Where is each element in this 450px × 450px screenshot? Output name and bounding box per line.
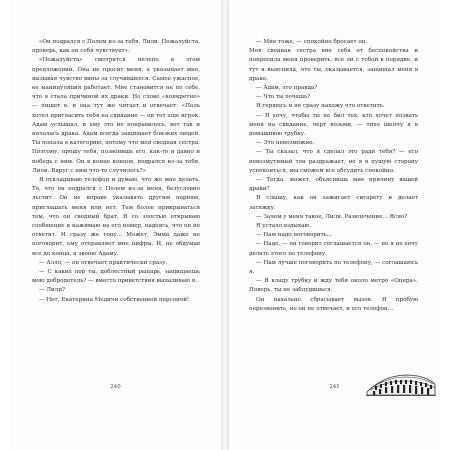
paragraph: — Это невозможно. (256, 140, 315, 147)
paragraph: — Я хочу, чтобы ты не бил тех, кто хочет позвать меня на свидание, черт возьми, — тихо шепчу я в домашнюю трубку. (249, 112, 418, 138)
paragraph: — Тогда, может, объяснишь мне причину вашей драки? (249, 177, 418, 193)
colosseum-illustration (365, 368, 437, 398)
paragraph: — Нет, Екатерина Медичи собственной персоной! (39, 296, 190, 303)
paragraph: Я устало вздыхаю. (256, 223, 312, 230)
paragraph: — Ты сказал, что я сделал это ради тебя? — его невозмутимый тон раздражает, но я в пущую сторону успокоиться, мы сможем все обсудить спокойно. (249, 149, 418, 174)
page-number-right: 241 (329, 384, 340, 390)
paragraph: «Пожалуйста» смотрится нелепо в этом предложении. Она не просит меня, а указывает мне, вызывая чувство вины за случившееся. Самое ужасное, ее манипуляция работает. Мне становится не по себе, что я стала причиной их драки. Но слово «конкретно» — пишет в, и она тут же читает и отвечает: «Поль хотел пригласить тебя на свидание — он тот еще игрок. Адам услышал, и ему это не понравилось, вот так и началась драка. Адам всегда защищает близких людей. Ты попала в категорию, потому что моя сводная сестра. Поэтому, прошу тебя, позвонишь его, как-то и давно и победь с ним. Он в конце концов, подрался из-за тебя, Лили. Вдруг с ним что-то случилось?» (32, 57, 200, 174)
paragraph: — Адам, это правда? (256, 85, 318, 92)
right-page-text (249, 38, 418, 314)
book-gutter (221, 0, 229, 450)
paragraph: — Что ты хочешь? (256, 94, 311, 101)
paragraph: Я откладываю телефон и думаю, что же мне делать. То, что он подрался с Полем из-за меня, безусловно льстит. Он не вправе указывать другим парням, приглашать меня или нет. Тем более прикрываться тем, что он сводный брат. Я со злостью открываю сообщение и нажимаю на его номер, надеясь, что он не ответит. И сразу же тону... Может, Эмма даже не поговорит, ему отправляет мне цифры. И, не обдумав все до конца, я звоню Адаму. (32, 177, 200, 257)
paragraph: — Лили? (39, 287, 66, 294)
paragraph: Я теряюсь и не сразу нахожу что ответить. (256, 103, 385, 110)
paragraph: — Я кладу трубку и жду тебя около метро «Опера». Поверь, ты не заблудишься. (249, 278, 418, 294)
page-number-left: 240 (110, 384, 121, 390)
paragraph: «Он подрался с Полем из-за тебя, Лили. Пожалуйста, проверь, как он себя чувствует». (32, 39, 200, 55)
paragraph: Он нахально сбрасывает вызов. Я пробую перезвонить, но он не отвечает, и его телефон... (249, 296, 418, 312)
paragraph: — С каких пор ты, доблестный рыцарь, защищаешь мою добродетель? — вместо приветствия выпаливаю я. (32, 269, 200, 285)
paragraph: Я слышу, как он зажигает сигарету и делает затяжку. (249, 195, 418, 211)
paragraph: — Нам надо поговорить... (256, 232, 333, 239)
paragraph: — Алло, — он отвечает практически сразу. (39, 259, 168, 266)
paragraph: — Нам лучше поговорить по телефону, — соглашаюсь я. (249, 259, 418, 276)
paragraph: — Мне тоже, — спокойно бросает он. (256, 39, 368, 45)
paragraph: — Надо, — он говорит соглашается он, — но я не хочу делать этого по телефону. (249, 241, 418, 257)
left-page (10, 0, 221, 450)
paragraph: — Зачем у меня такое, Лили. Развлечение... Ясно? (256, 213, 408, 220)
paragraph: Моя сводная сестра вне себя от беспокойства и попросила меня проверить, все ли с тобой в порядке, и тут я выяснила, что ты, оказывается, защищал меня в драке. (249, 48, 418, 82)
left-page-text (32, 38, 200, 305)
